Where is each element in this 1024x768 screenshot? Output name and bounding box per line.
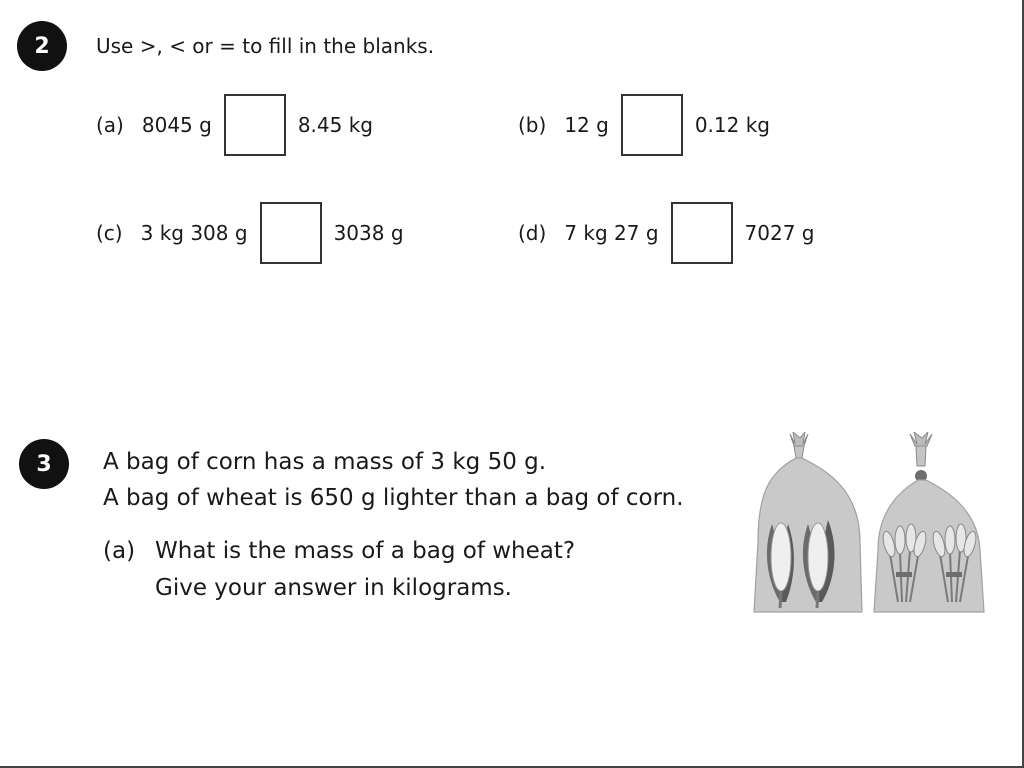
- question-2-number-text: 2: [34, 33, 50, 59]
- question-3a-label: (a): [103, 538, 136, 564]
- part-2d-label: (d): [518, 221, 547, 245]
- part-2d-answer-box[interactable]: [671, 202, 733, 264]
- part-2c-answer-box[interactable]: [260, 202, 322, 264]
- part-2b-left-value: 12 g: [564, 113, 609, 137]
- part-2b-answer-box[interactable]: [621, 94, 683, 156]
- question-3a-line-2: Give your answer in kilograms.: [155, 575, 512, 601]
- part-2b-right-value: 0.12 kg: [694, 113, 770, 137]
- part-2c-label: (c): [96, 221, 123, 245]
- question-2-number: [17, 21, 67, 71]
- part-2d-left-value: 7 kg 27 g: [564, 221, 659, 245]
- part-2a-right-value: 8.45 kg: [297, 113, 373, 137]
- question-3-line-1: A bag of corn has a mass of 3 kg 50 g.: [103, 449, 547, 475]
- part-2a-answer-box[interactable]: [224, 94, 286, 156]
- question-3-number: [19, 439, 69, 489]
- part-2c-right-value: 3038 g: [333, 221, 404, 245]
- part-2b-label: (b): [518, 113, 547, 137]
- part-2d-right-value: 7027 g: [744, 221, 815, 245]
- part-2d: [518, 202, 814, 264]
- corn-bag-icon: [754, 432, 862, 612]
- part-2a-left-value: 8045 g: [141, 113, 212, 137]
- wheat-bag-icon: [874, 432, 984, 612]
- question-3a-line-1: What is the mass of a bag of wheat?: [155, 538, 576, 564]
- part-2a: [96, 94, 373, 156]
- question-3-number-text: 3: [36, 451, 52, 477]
- corn-and-wheat-bags-illustration: [750, 432, 990, 622]
- part-2b: [518, 94, 770, 156]
- part-2c: [96, 202, 404, 264]
- question-2-instruction: Use >, < or = to fill in the blanks.: [96, 34, 435, 58]
- question-3-line-2: A bag of wheat is 650 g lighter than a bag of corn.: [103, 485, 684, 511]
- part-2c-left-value: 3 kg 308 g: [140, 221, 248, 245]
- part-2a-label: (a): [96, 113, 124, 137]
